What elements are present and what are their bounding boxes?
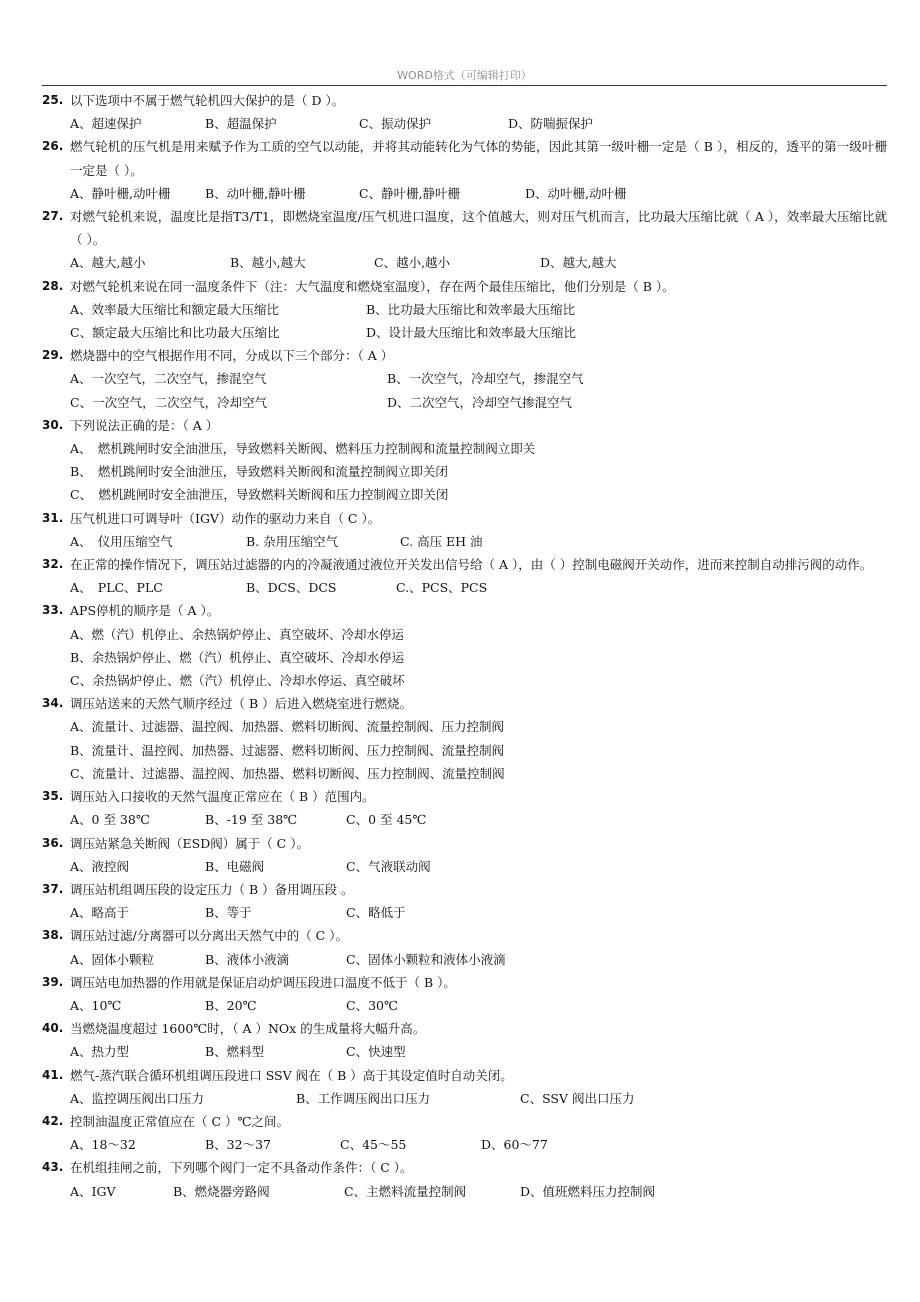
- option-text: B、动叶栅,静叶栅: [205, 185, 306, 201]
- question-number: 43.: [42, 1160, 64, 1175]
- option-text: B、一次空气，冷却空气，掺混空气: [387, 371, 584, 387]
- question-number: 29.: [42, 348, 64, 363]
- option-text: D、值班燃料压力控制阀: [520, 1183, 656, 1199]
- question-item: [42, 924, 887, 970]
- options-row: [70, 762, 887, 785]
- option-text: A、 PLC、PLC: [70, 580, 163, 596]
- option-text: B、等于: [205, 905, 252, 921]
- options-row: [70, 298, 887, 321]
- options-row: [70, 483, 887, 506]
- option-text: A、 仪用压缩空气: [70, 533, 173, 549]
- header-rule: [42, 85, 887, 86]
- options-row: [70, 901, 887, 924]
- options-row: [70, 715, 887, 738]
- option-text: C、SSV 阀出口压力: [520, 1090, 635, 1106]
- question-item: [42, 692, 887, 785]
- option-text: B、DCS、DCS: [246, 580, 337, 596]
- option-text: A、IGV: [70, 1183, 116, 1199]
- options-row: [70, 948, 887, 971]
- question-number: 32.: [42, 557, 64, 572]
- option-text: A、 燃机跳闸时安全油泄压，导致燃料关断阀、燃料压力控制阀和流量控制阀立即关: [70, 441, 536, 457]
- option-text: B、20℃: [205, 997, 257, 1013]
- option-text: B、 燃机跳闸时安全油泄压，导致燃料关断阀和流量控制阀立即关闭: [70, 464, 448, 480]
- question-item: [42, 832, 887, 878]
- option-text: D、防喘振保护: [508, 116, 594, 132]
- question-text: 燃气轮机的压气机是用来赋予作为工质的空气以动能，并将其动能转化为气体的势能，因此其第一级叶栅一定是（ B ），相反的，透平的第一级叶栅一定是（ ）。: [70, 139, 887, 178]
- question-number: 39.: [42, 974, 64, 989]
- question-text: 对燃气轮机来说，温度比是指T3/T1，即燃烧室温度/压气机进口温度，这个值越大，则对压气机而言，比功最大压缩比就（ A ），效率最大压缩比就（ ）。: [70, 209, 887, 248]
- question-item: [42, 971, 887, 1017]
- question-item: [42, 135, 887, 205]
- option-text: D、动叶栅,动叶栅: [525, 185, 627, 201]
- question-text: 调压站送来的天然气顺序经过（ B ）后进入燃烧室进行燃烧。: [70, 696, 413, 712]
- option-text: C、固体小颗粒和液体小液滴: [346, 951, 506, 967]
- option-text: A、流量计、过滤器、温控阀、加热器、燃料切断阀、流量控制阀、压力控制阀: [70, 719, 505, 735]
- options-row: [70, 251, 887, 274]
- options-row: [70, 576, 887, 599]
- option-text: A、监控调压阀出口压力: [70, 1090, 205, 1106]
- option-text: A、越大,越小: [70, 255, 146, 271]
- question-text: 调压站机组调压段的设定压力（ B ）备用调压段 。: [70, 881, 354, 897]
- option-text: A、燃（汽）机停止、余热锅炉停止、真空破坏、冷却水停运: [70, 626, 405, 642]
- option-text: C、气液联动阀: [346, 858, 431, 874]
- option-text: B、燃料型: [205, 1044, 265, 1060]
- option-text: B、液体小液滴: [205, 951, 290, 967]
- option-text: B、工作调压阀出口压力: [296, 1090, 431, 1106]
- question-item: [42, 1156, 887, 1202]
- question-text: 控制油温度正常值应在（ C ）℃之间。: [70, 1113, 289, 1129]
- option-text: A、略高于: [70, 905, 130, 921]
- options-row: [70, 669, 887, 692]
- option-text: C、 燃机跳闸时安全油泄压，导致燃料关断阀和压力控制阀立即关闭: [70, 487, 449, 503]
- question-text: 对燃气轮机来说在同一温度条件下（注：大气温度和燃烧室温度），存在两个最佳压缩比，他们分别是（ B ）。: [70, 278, 675, 294]
- question-text: 调压站紧急关断阀（ESD阀）属于（ C ）。: [70, 835, 309, 851]
- options-row: [70, 112, 887, 135]
- options-row: [70, 1133, 887, 1156]
- option-text: B、32～37: [205, 1137, 271, 1153]
- options-row: [70, 855, 887, 878]
- question-item: [42, 275, 887, 345]
- options-row: [70, 739, 887, 762]
- option-text: A、0 至 38℃: [70, 812, 150, 828]
- question-text: 以下选项中不属于燃气轮机四大保护的是（ D ）。: [70, 93, 345, 108]
- question-number: 27.: [42, 209, 64, 224]
- options-row: [70, 182, 887, 205]
- question-item: [42, 1110, 887, 1156]
- option-text: D、60～77: [481, 1137, 548, 1153]
- question-number: 34.: [42, 696, 64, 711]
- option-text: D、越大,越大: [540, 255, 617, 271]
- question-text: 在机组挂闸之前，下列哪个阀门一定不具备动作条件：（ C ）。: [70, 1160, 413, 1176]
- question-item: [42, 785, 887, 831]
- options-row: [70, 1040, 887, 1063]
- question-list: [42, 89, 887, 1203]
- option-text: A、效率最大压缩比和额定最大压缩比: [70, 301, 280, 317]
- question-number: 35.: [42, 789, 64, 804]
- options-row: [70, 646, 887, 669]
- option-text: A、10℃: [70, 997, 122, 1013]
- options-row: [70, 1087, 887, 1110]
- question-item: [42, 89, 887, 135]
- page-header: WORD格式（可编辑打印）: [397, 69, 532, 82]
- question-text: 燃气-蒸汽联合循环机组调压段进口 SSV 阀在（ B ）高于其设定值时自动关闭。: [70, 1067, 513, 1083]
- option-text: C、余热锅炉停止、燃（汽）机停止、冷却水停运、真空破坏: [70, 673, 405, 689]
- option-text: B、超温保护: [205, 116, 277, 132]
- option-text: C、30℃: [346, 997, 398, 1013]
- options-row: [70, 321, 887, 344]
- options-row: [70, 994, 887, 1017]
- question-number: 30.: [42, 417, 64, 432]
- question-number: 33.: [42, 603, 64, 618]
- option-text: C、静叶栅,静叶栅: [359, 185, 461, 201]
- question-item: [42, 344, 887, 414]
- question-item: [42, 1064, 887, 1110]
- question-number: 37.: [42, 881, 64, 896]
- question-text: APS停机的顺序是（ A ）。: [70, 603, 220, 619]
- option-text: A、液控阀: [70, 858, 130, 874]
- options-row: [70, 1180, 887, 1203]
- question-number: 42.: [42, 1113, 64, 1128]
- option-text: C、振动保护: [359, 116, 432, 132]
- question-item: [42, 414, 887, 507]
- option-text: B、电磁阀: [205, 858, 265, 874]
- question-number: 41.: [42, 1067, 64, 1082]
- option-text: C、快速型: [346, 1044, 406, 1060]
- options-row: [70, 808, 887, 831]
- question-text: 在正常的操作情况下，调压站过滤器的内的冷凝液通过液位开关发出信号给（ A ），由（ ）控制电磁阀开关动作，进而来控制自动排污阀的动作。: [70, 557, 873, 573]
- question-item: [42, 1017, 887, 1063]
- options-row: [70, 530, 887, 553]
- question-number: 40.: [42, 1021, 64, 1036]
- option-text: C、0 至 45℃: [346, 812, 427, 828]
- question-text: 调压站过滤/分离器可以分离出天然气中的（ C ）。: [70, 928, 348, 944]
- question-number: 38.: [42, 928, 64, 943]
- question-text: 燃烧器中的空气根据作用不同，分成以下三个部分：（ A ）: [70, 348, 394, 364]
- question-text: 调压站电加热器的作用就是保证启动炉调压段进口温度不低于（ B ）。: [70, 974, 456, 990]
- option-text: A、静叶栅,动叶栅: [70, 185, 171, 201]
- question-text: 调压站入口接收的天然气温度正常应在（ B ）范围内。: [70, 789, 375, 805]
- option-text: C、越小,越小: [374, 255, 451, 271]
- question-number: 28.: [42, 278, 64, 293]
- question-item: [42, 553, 887, 599]
- options-row: [70, 391, 887, 414]
- option-text: C.、PCS、PCS: [396, 580, 488, 596]
- question-number: 26.: [42, 139, 64, 154]
- option-text: C、流量计、过滤器、温控阀、加热器、燃料切断阀、压力控制阀、流量控制阀: [70, 765, 505, 781]
- options-row: [70, 437, 887, 460]
- option-text: A、热力型: [70, 1044, 130, 1060]
- option-text: C、45～55: [340, 1137, 407, 1153]
- options-row: [70, 367, 887, 390]
- option-text: B、越小,越大: [230, 255, 306, 271]
- option-text: A、固体小颗粒: [70, 951, 155, 967]
- option-text: A、一次空气，二次空气，掺混空气: [70, 371, 267, 387]
- option-text: B、-19 至 38℃: [205, 812, 298, 828]
- option-text: B、比功最大压缩比和效率最大压缩比: [366, 301, 576, 317]
- question-text: 压气机进口可调导叶（IGV）动作的驱动力来自（ C ）。: [70, 510, 381, 526]
- option-text: B、余热锅炉停止、燃（汽）机停止、真空破坏、冷却水停运: [70, 649, 405, 665]
- option-text: B、燃烧器旁路阀: [173, 1183, 270, 1199]
- question-item: [42, 878, 887, 924]
- options-row: [70, 460, 887, 483]
- option-text: C、一次空气，二次空气，冷却空气: [70, 394, 268, 410]
- option-text: B. 杂用压缩空气: [246, 533, 339, 549]
- option-text: D、设计最大压缩比和效率最大压缩比: [366, 325, 577, 341]
- question-number: 25.: [42, 93, 64, 107]
- option-text: C、主燃料流量控制阀: [344, 1183, 467, 1199]
- question-text: 下列说法正确的是：（ A ）: [70, 417, 219, 433]
- question-text: 当燃烧温度超过 1600℃时，（ A ）NOx 的生成量将大幅升高。: [70, 1021, 426, 1037]
- question-number: 36.: [42, 835, 64, 850]
- option-text: A、超速保护: [70, 116, 142, 132]
- question-item: [42, 205, 887, 275]
- question-item: [42, 599, 887, 692]
- options-row: [70, 623, 887, 646]
- option-text: C、额定最大压缩比和比功最大压缩比: [70, 325, 280, 341]
- question-number: 31.: [42, 510, 64, 525]
- option-text: A、18～32: [70, 1137, 136, 1153]
- question-item: [42, 507, 887, 553]
- option-text: D、二次空气，冷却空气掺混空气: [387, 394, 573, 410]
- option-text: B、流量计、温控阀、加热器、过滤器、燃料切断阀、压力控制阀、流量控制阀: [70, 742, 505, 758]
- option-text: C. 高压 EH 油: [400, 533, 483, 549]
- option-text: C、略低于: [346, 905, 406, 921]
